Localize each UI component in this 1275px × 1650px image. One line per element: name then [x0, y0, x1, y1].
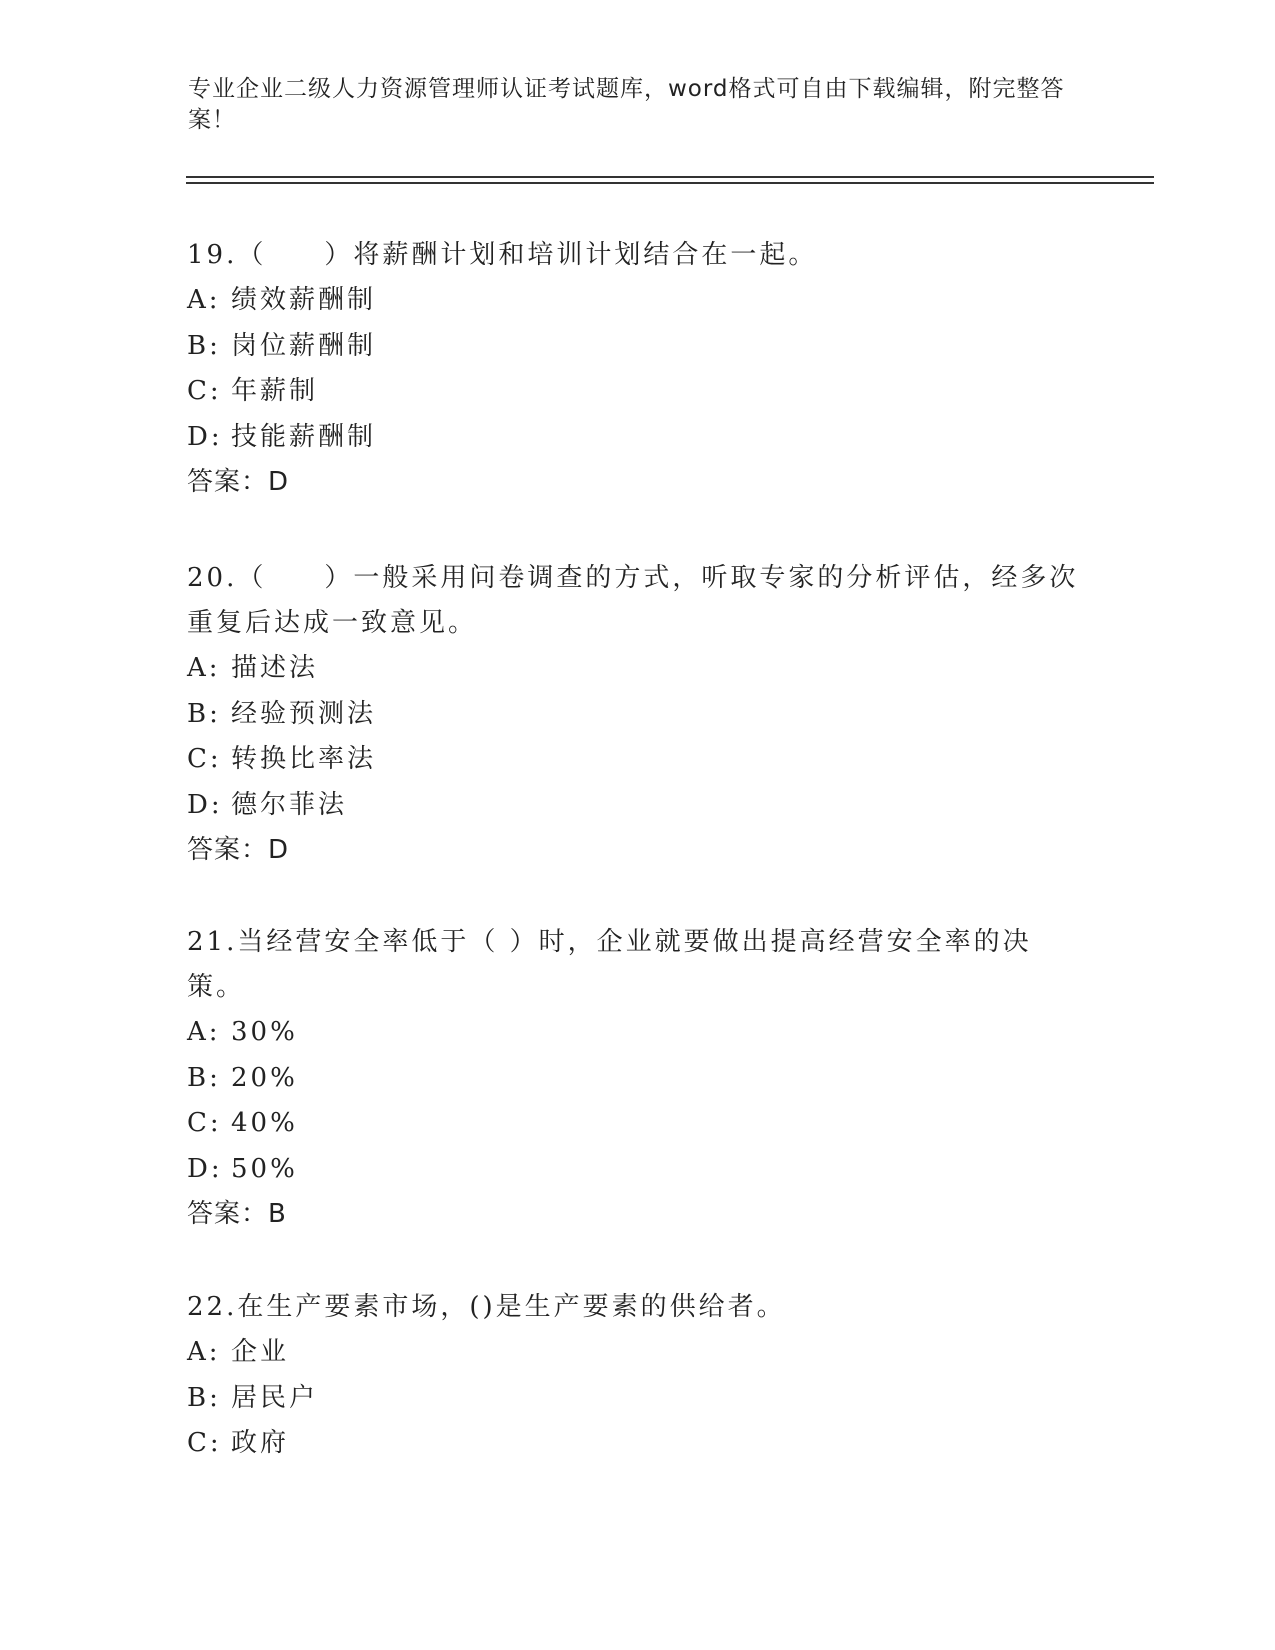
option-a	[187, 1330, 1087, 1376]
question-22	[187, 1285, 1087, 1467]
question-stem: 20.（ ）一般采用问卷调查的方式，听取专家的分析评估，经多次重复后达成一致意见。	[187, 563, 1079, 638]
option-letter: B:	[187, 1382, 221, 1413]
option-letter: A:	[187, 1017, 221, 1047]
option-letter: C:	[187, 1108, 222, 1138]
question-21	[187, 920, 1087, 1237]
option-text: 企业	[231, 1337, 290, 1367]
option-text: 年薪制	[231, 376, 319, 406]
answer-line: 答案：B	[187, 1199, 287, 1229]
option-text: 转换比率法	[231, 744, 377, 774]
option-a	[187, 278, 1087, 324]
option-a	[187, 646, 1087, 692]
option-b	[187, 324, 1087, 370]
option-letter: B:	[187, 1062, 221, 1093]
option-d	[187, 1147, 1087, 1193]
document-intro: 专业企业二级人力资源管理师认证考试题库，word格式可自由下载编辑，附完整答案！	[188, 76, 1065, 133]
option-text: 50%	[231, 1153, 298, 1184]
option-letter: A:	[187, 1337, 221, 1367]
answer-line: 答案：D	[187, 467, 290, 497]
question-19	[187, 233, 1087, 505]
option-b	[187, 1376, 1087, 1422]
option-letter: D:	[187, 789, 223, 820]
question-20	[187, 556, 1087, 873]
option-letter: C:	[187, 1428, 222, 1458]
question-stem: 19.（ ）将薪酬计划和培训计划结合在一起。	[187, 240, 818, 270]
option-text: 描述法	[231, 653, 319, 683]
option-text: 岗位薪酬制	[231, 330, 377, 361]
option-letter: B:	[187, 698, 221, 729]
option-letter: B:	[187, 330, 221, 361]
option-b	[187, 1056, 1087, 1102]
option-letter: D:	[187, 421, 223, 452]
option-text: 居民户	[231, 1382, 319, 1413]
header-divider-bottom	[186, 182, 1154, 184]
option-text: 技能薪酬制	[231, 421, 377, 452]
option-letter: A:	[187, 285, 221, 315]
option-text: 政府	[231, 1428, 290, 1458]
option-d	[187, 415, 1087, 461]
option-letter: C:	[187, 376, 222, 406]
option-letter: A:	[187, 653, 221, 683]
option-a	[187, 1010, 1087, 1056]
option-c	[187, 369, 1087, 415]
question-stem: 22.在生产要素市场，()是生产要素的供给者。	[187, 1292, 786, 1322]
option-text: 40%	[231, 1108, 298, 1138]
header-divider-top	[186, 176, 1154, 178]
option-text: 德尔菲法	[231, 789, 348, 820]
option-letter: C:	[187, 744, 222, 774]
option-text: 20%	[231, 1062, 298, 1093]
option-b	[187, 692, 1087, 738]
option-text: 绩效薪酬制	[231, 285, 377, 315]
answer-line: 答案：D	[187, 835, 290, 865]
option-c	[187, 737, 1087, 783]
option-c	[187, 1421, 1087, 1467]
option-text: 经验预测法	[231, 698, 377, 729]
option-c	[187, 1101, 1087, 1147]
option-letter: D:	[187, 1153, 223, 1184]
question-stem: 21.当经营安全率低于（ ）时，企业就要做出提高经营安全率的决策。	[187, 927, 1032, 1002]
option-text: 30%	[231, 1017, 298, 1047]
option-d	[187, 783, 1087, 829]
